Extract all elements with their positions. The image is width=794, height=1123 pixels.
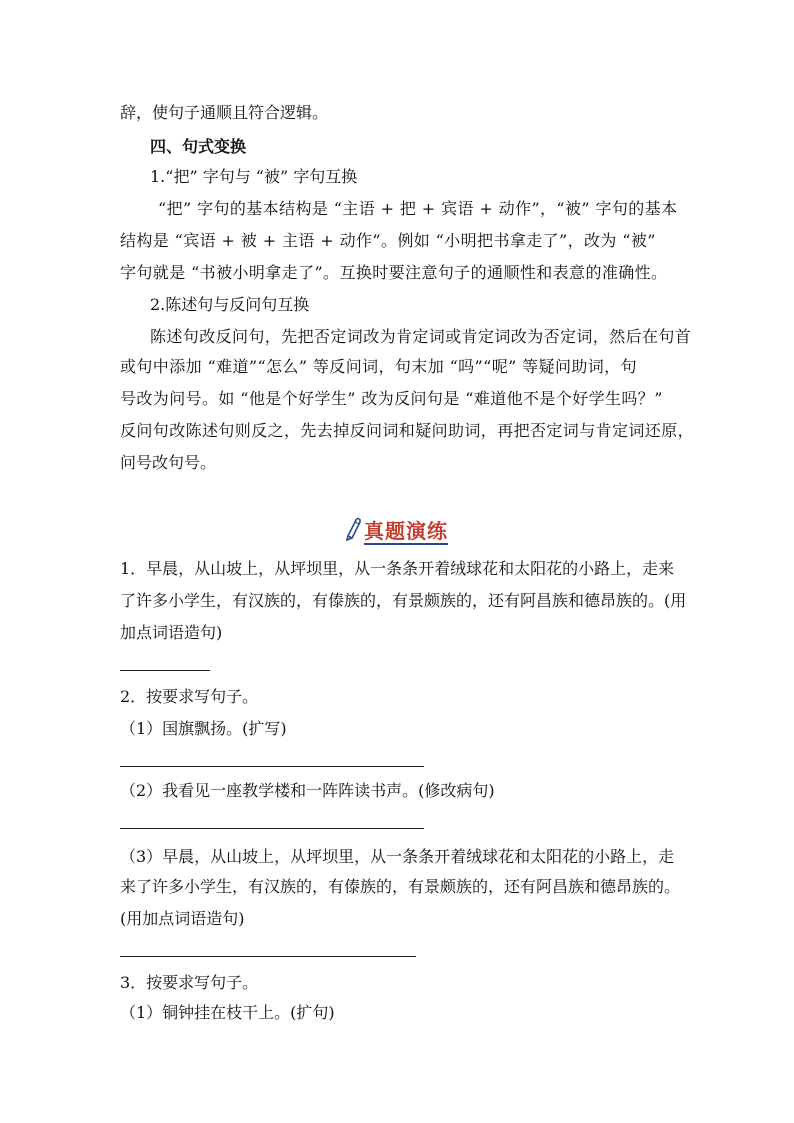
question-1-text: 1．早晨，从山坡上，从坪坝里，从一条条开着绒球花和太阳花的小路上，走来 — [120, 559, 675, 578]
answer-line[interactable] — [120, 828, 424, 829]
text-line: 号改为问号。如 “他是个好学生” 改为反问句是 “难道他不是个好学生吗？” — [120, 389, 663, 408]
subheading-rhetorical: 2.陈述句与反问句互换 — [150, 295, 310, 314]
text-line: 字句就是 “书被小明拿走了”。互换时要注意句子的通顺性和表意的准确性。 — [120, 263, 668, 282]
text-line: 陈述句改反问句，先把否定词改为肯定词或肯定词改为否定词，然后在句首 — [150, 327, 692, 346]
subheading-ba-bei: 1.“把” 字句与 “被” 字句互换 — [150, 167, 358, 186]
text-line: “把” 字句的基本结构是 “主语 + 把 + 宾语 + 动作”，“被” 字句的基本 — [158, 199, 678, 218]
question-3-1: （1）铜钟挂在枝干上。(扩句) — [120, 1003, 335, 1022]
section-title — [344, 514, 448, 544]
question-2-1: （1）国旗飘扬。(扩写) — [120, 719, 287, 738]
question-2-heading: 2．按要求写句子。 — [120, 687, 259, 706]
question-2-3: （3）早晨，从山坡上，从坪坝里，从一条条开着绒球花和太阳花的小路上，走 — [120, 847, 675, 866]
question-2-2: （2）我看见一座教学楼和一阵阵读书声。(修改病句) — [120, 781, 495, 800]
text-line: 反问句改陈述句则反之，先去掉反问词和疑问助词，再把否定词与肯定词还原， — [120, 421, 695, 440]
text-line: 或句中添加 “难道”“怎么” 等反问词，句末加 “吗”“呢” 等疑问助词，句 — [120, 357, 637, 376]
text-line: 结构是 “宾语 + 被 + 主语 + 动作”。例如 “小明把书拿走了”，改为 “被” — [120, 231, 656, 250]
pencil-icon — [344, 517, 362, 541]
question-1-text: 加点词语造句) — [120, 623, 223, 642]
question-2-3: 来了许多小学生，有汉族的，有傣族的，有景颇族的，还有阿昌族和德昂族的。 — [120, 877, 681, 896]
text-line: 辞，使句子通顺且符合逻辑。 — [120, 103, 329, 122]
answer-line[interactable] — [120, 670, 210, 671]
question-2-3: (用加点词语造句) — [120, 909, 245, 928]
question-1-text: 了许多小学生，有汉族的，有傣族的，有景颇族的，还有阿昌族和德昂族的。(用 — [120, 591, 687, 610]
text-line: 问号改句号。 — [120, 453, 217, 472]
section-title-text: 真题演练 — [364, 518, 448, 543]
answer-line[interactable] — [120, 956, 416, 957]
answer-line[interactable] — [120, 766, 424, 767]
question-3-heading: 3．按要求写句子。 — [120, 973, 259, 992]
section-heading-sentence-transform: 四、句式变换 — [150, 137, 247, 156]
